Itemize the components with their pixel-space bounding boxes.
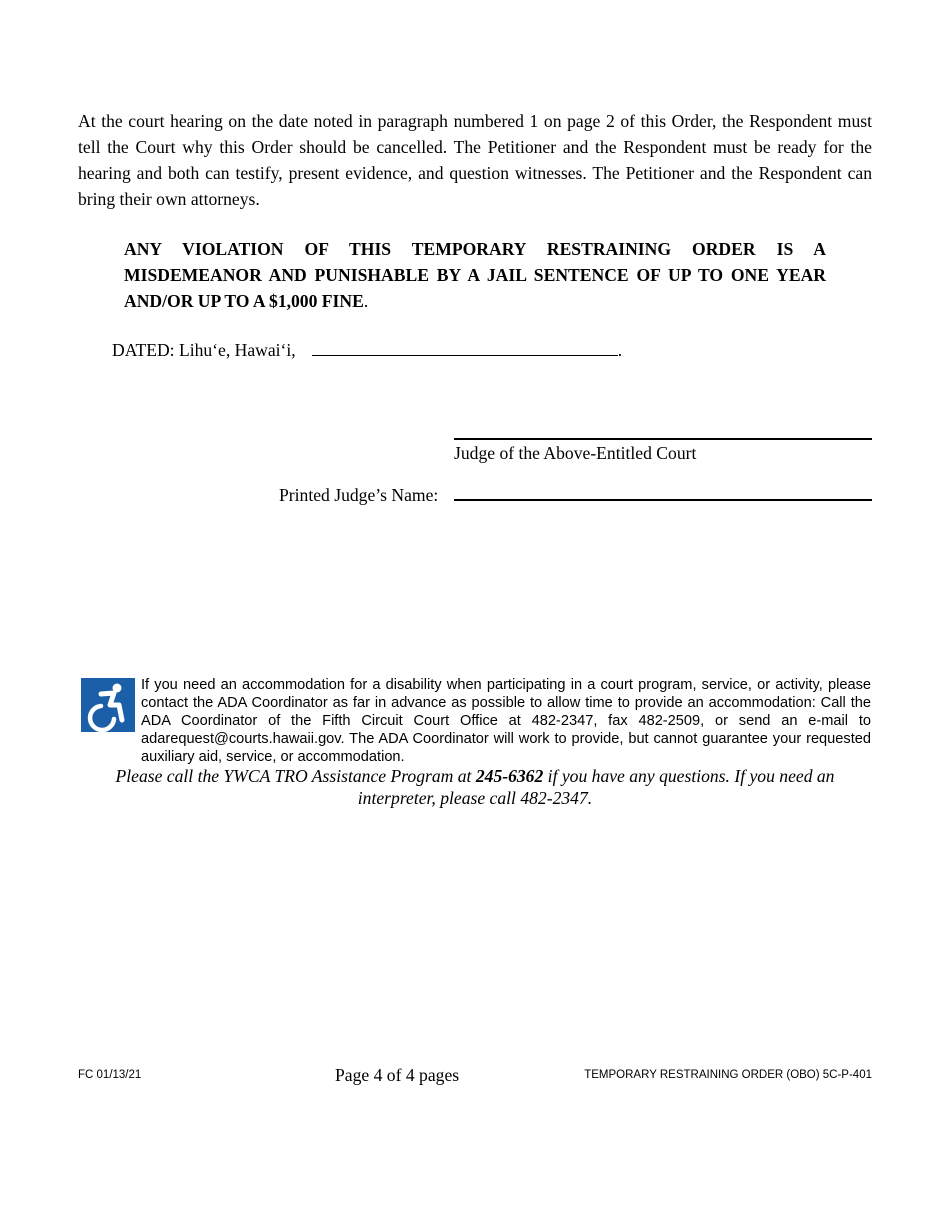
page-number: Page 4 of 4 pages xyxy=(335,1065,460,1085)
form-revision-code: FC 01/13/21 xyxy=(78,1069,142,1081)
printed-judge-name-line xyxy=(454,499,872,501)
date-blank-line xyxy=(312,355,618,356)
violation-warning xyxy=(124,236,826,314)
ada-notice: If you need an accommodation for a disability when participating in a court program, service, or activity, please contact the ADA Coordinator as far in advance as possible to allow time to provide an accommodation: Call the ADA Coordinator of the Fifth Circuit Court Office at 482-2347, fax 482-2509, or send an e-mail to adarequest@courts.hawaii.gov. The ADA Coordinator will work to provide, but cannot guarantee your requested auxiliary aid, service, or accommodation. xyxy=(141,677,871,765)
dated-period: . xyxy=(617,340,623,360)
violation-warning-period: . xyxy=(363,291,369,311)
dated-line xyxy=(112,337,622,363)
accessibility-icon xyxy=(81,678,135,732)
violation-warning-text: ANY VIOLATION OF THIS TEMPORARY RESTRAINING ORDER IS A MISDEMEANOR AND PUNISHABLE BY A JAIL SENTENCE OF UP TO ONE YEAR AND/OR UP TO A $1,000 FINE xyxy=(124,239,826,311)
ywca-phone: 245-6362 xyxy=(475,766,544,786)
hearing-paragraph: At the court hearing on the date noted in paragraph numbered 1 on page 2 of this Order, the Respondent must tell the Court why this Order should be cancelled. The Petitioner and the Respondent must be ready for the hearing and both can testify, present evidence, and question witnesses. The Petitioner and the Respondent can bring their own attorneys. xyxy=(78,111,872,209)
ywca-notice xyxy=(78,765,872,809)
form-title-footer: TEMPORARY RESTRAINING ORDER (OBO) 5C-P-401 xyxy=(584,1069,872,1081)
ywca-prefix: Please call the YWCA TRO Assistance Program at xyxy=(115,766,476,786)
ywca-suffix: if you have any questions. If you need an interpreter, please call 482-2347. xyxy=(357,766,835,808)
dated-label: DATED: Lihu‘e, Hawai‘i, xyxy=(112,340,296,360)
printed-judge-name-label: Printed Judge’s Name: xyxy=(279,485,439,505)
judge-signature-label: Judge of the Above-Entitled Court xyxy=(454,443,697,463)
